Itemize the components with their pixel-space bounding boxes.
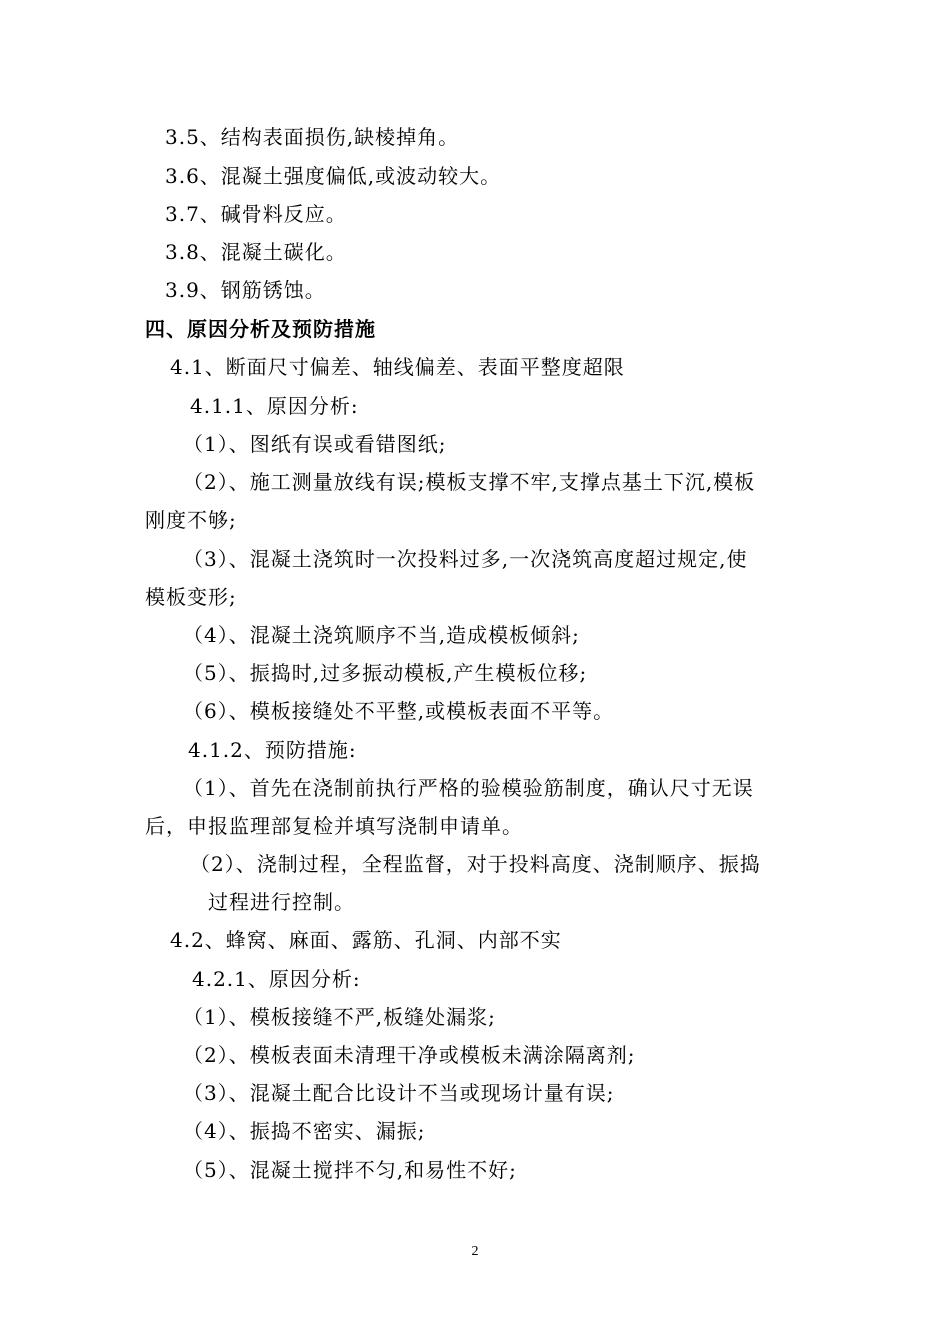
- subsection-4-2-1: 4.2.1、原因分析:: [192, 967, 361, 991]
- list-item-4-1-2-1-cont: 后，申报监理部复检并填写浇制申请单。: [145, 814, 523, 838]
- section-3-7: 3.7、碱骨料反应。: [165, 202, 347, 226]
- list-item-4-1-1-2-cont: 刚度不够;: [145, 508, 237, 532]
- subsection-4-1-2: 4.1.2、预防措施:: [188, 738, 357, 762]
- subsection-4-1-1: 4.1.1、原因分析:: [190, 394, 359, 418]
- list-item-4-1-2-1: （1）、首先在浇制前执行严格的验模验筋制度，确认尺寸无误: [183, 776, 754, 800]
- list-item-4-1-1-6: （6）、模板接缝处不平整,或模板表面不平等。: [183, 699, 615, 723]
- list-item-4-2-1-4: （4）、振捣不密实、漏振;: [183, 1119, 426, 1143]
- page-number: 2: [471, 1244, 479, 1259]
- list-item-4-1-1-1: （1）、图纸有误或看错图纸;: [183, 432, 447, 456]
- list-item-4-1-1-5: （5）、振捣时,过多振动模板,产生模板位移;: [183, 661, 588, 685]
- list-item-4-1-2-2: （2）、浇制过程，全程监督，对于投料高度、浇制顺序、振捣: [190, 852, 761, 876]
- subsection-4-1: 4.1、断面尺寸偏差、轴线偏差、表面平整度超限: [170, 355, 625, 379]
- list-item-4-1-1-4: （4）、混凝土浇筑顺序不当,造成模板倾斜;: [183, 623, 580, 647]
- subsection-4-2: 4.2、蜂窝、麻面、露筋、孔洞、内部不实: [170, 928, 562, 952]
- section-3-6: 3.6、混凝土强度偏低,或波动较大。: [165, 164, 502, 188]
- list-item-4-2-1-5: （5）、混凝土搅拌不匀,和易性不好;: [183, 1158, 517, 1182]
- section-3-8: 3.8、混凝土碳化。: [165, 240, 347, 264]
- section-heading-4: 四、原因分析及预防措施: [145, 317, 376, 341]
- list-item-4-1-1-3: （3）、混凝土浇筑时一次投料过多,一次浇筑高度超过规定,使: [183, 547, 748, 571]
- list-item-4-1-1-2: （2）、施工测量放线有误;模板支撑不牢,支撑点基土下沉,模板: [183, 470, 756, 494]
- section-3-9: 3.9、钢筋锈蚀。: [165, 278, 326, 302]
- list-item-4-2-1-1: （1）、模板接缝不严,板缝处漏浆;: [183, 1005, 496, 1029]
- section-3-5: 3.5、结构表面损伤,缺棱掉角。: [165, 125, 460, 149]
- list-item-4-2-1-3: （3）、混凝土配合比设计不当或现场计量有误;: [183, 1081, 615, 1105]
- list-item-4-1-1-3-cont: 模板变形;: [145, 585, 237, 609]
- list-item-4-2-1-2: （2）、模板表面未清理干净或模板未满涂隔离剂;: [183, 1043, 636, 1067]
- list-item-4-1-2-2-cont: 过程进行控制。: [208, 890, 355, 914]
